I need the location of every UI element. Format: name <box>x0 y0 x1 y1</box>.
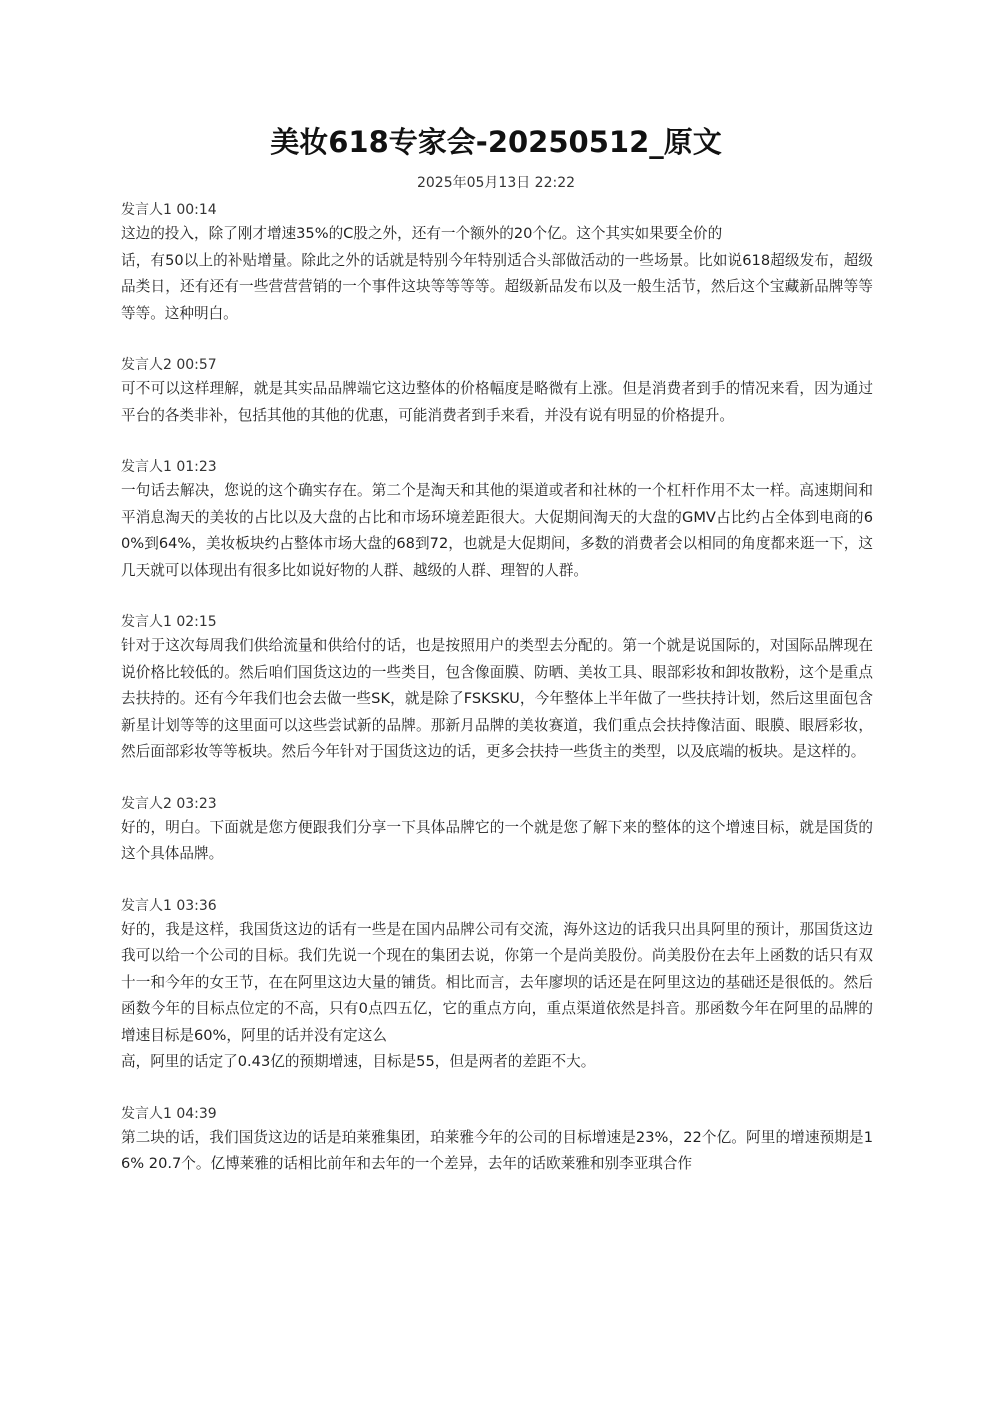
speaker-timestamp: 发言人1 01:23 <box>121 459 217 475</box>
transcript-text: 可不可以这样理解，就是其实品品牌端它这边整体的价格幅度是略微有上涨。但是消费者到手的情况来看，因为通过平台的各类非补，包括其他的其他的优惠，可能消费者到手来看，并没有说有明显的价格提升。 <box>121 380 873 424</box>
transcript-entry <box>121 199 873 327</box>
transcript-entry <box>121 1103 873 1178</box>
speaker-timestamp: 发言人1 03:36 <box>121 897 217 914</box>
transcript-text: 第二块的话，我们国货这边的话是珀莱雅集团，珀莱雅今年的公司的目标增速是23%，22个亿。阿里的增速预期是16% 20.7个。亿博莱雅的话相比前年和去年的一个差异，去年的话欧莱雅和别李亚琪合作 <box>121 1128 873 1172</box>
transcript-entry <box>121 895 873 1076</box>
transcript-entry <box>121 611 873 766</box>
transcript-text: 针对于这次每周我们供给流量和供给付的话，也是按照用户的类型去分配的。第一个就是说国际的，对国际品牌现在说价格比较低的。然后咱们国货这边的一些类目，包含像面膜、防晒、美妆工具、眼部彩妆和卸妆散粉，这个是重点去扶持的。还有今年我们也会去做一些SK，就是除了FSKSKU，今年整体上半年做了一些扶持计划，然后这里面包含新星计划等等的这里面可以这些尝试新的品牌。那新月品牌的美妆赛道，我们重点会扶持像洁面、眼膜、眼唇彩妆，然后面部彩妆等等板块。然后今年针对于国货这边的话，更多会扶持一些货主的类型，以及底端的板块。是这样的。 <box>121 637 873 760</box>
transcript-text: 好的，我是这样，我国货这边的话有一些是在国内品牌公司有交流，海外这边的话我只出具阿里的预计，那国货这边我可以给一个公司的目标。我们先说一个现在的集团去说，你第一个是尚美股份。尚美股份在去年上函数的话只有双十一和今年的女王节，在在阿里这边大量的铺货。相比而言，去年廖坝的话还是在阿里这边的基础还是很低的。然后函数今年的目标点位定的不高，只有0点四五亿，它的重点方向，重点渠道依然是抖音。那函数今年在阿里的品牌的增速目标是60%，阿里的话并没有定这么 高，阿里的话定了0.43亿的预期增速，目标是55，但是两者的差距不大。 <box>121 920 873 1070</box>
transcript-entry <box>121 456 873 584</box>
transcript-text: 好的，明白。下面就是您方便跟我们分享一下具体品牌它的一个就是您了解下来的整体的这个增速目标，就是国货的这个具体品牌。 <box>121 818 873 862</box>
document-date: 2025年05月13日 22:22 <box>416 175 576 191</box>
transcript-body <box>121 199 873 1205</box>
speaker-timestamp: 发言人2 03:23 <box>121 795 217 812</box>
document-title: 美妆618专家会-20250512_原文 <box>270 125 722 159</box>
transcript-entry <box>121 793 873 868</box>
speaker-timestamp: 发言人2 00:57 <box>121 357 217 373</box>
speaker-timestamp: 发言人1 02:15 <box>121 614 217 630</box>
transcript-entry <box>121 354 873 429</box>
speaker-timestamp: 发言人1 00:14 <box>121 202 217 218</box>
transcript-text: 一句话去解决，您说的这个确实存在。第二个是淘天和其他的渠道或者和社林的一个杠杆作用不太一样。高速期间和平消息淘天的美妆的占比以及大盘的占比和市场环境差距很大。大促期间淘天的大盘的GMV占比约占全体到电商的60%到64%，美妆板块约占整体市场大盘的68到72，也就是大促期间，多数的消费者会以相同的角度都来逛一下，这几天就可以体现出有很多比如说好物的人群、越级的人群、理智的人群。 <box>121 482 873 579</box>
speaker-timestamp: 发言人1 04:39 <box>121 1105 217 1122</box>
transcript-text: 这边的投入，除了刚才增速35%的C股之外，还有一个额外的20个亿。这个其实如果要全价的 话，有50以上的补贴增量。除此之外的话就是特别今年特别适合头部做活动的一些场景。比如说618超级发布，超级品类日，还有还有一些营营营销的一个事件这块等等等等。超级新品发布以及一般生活节，然后这个宝藏新品牌等等等等。这种明白。 <box>121 225 873 322</box>
